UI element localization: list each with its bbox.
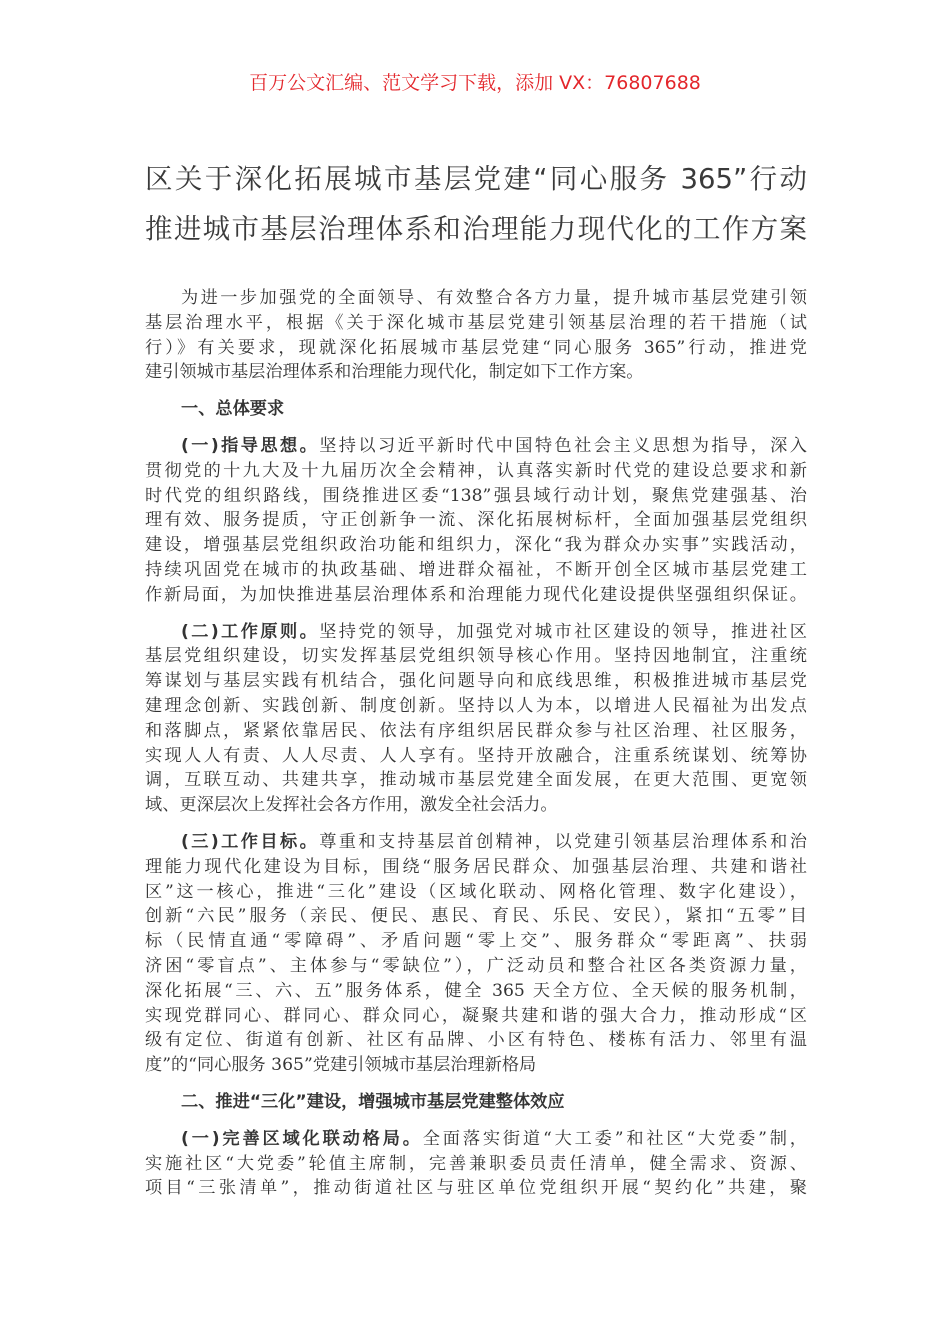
text-line: 实现党群同心、群同心、群众同心，凝聚共建和谐的强大合力，推动形成“区	[145, 1005, 807, 1026]
text-line: 标（民情直通“零障碍”、矛盾问题“零上交”、服务群众“零距离”、扶弱	[145, 931, 807, 952]
section-heading-2: 二、推进“三化”建设，增强城市基层党建整体效应	[181, 1091, 565, 1112]
section-heading-1: 一、总体要求	[181, 399, 285, 420]
text-line: 理能力现代化建设为目标，围绕“服务居民群众、加强基层治理、共建和谐社	[145, 856, 807, 877]
text-line: 调，互联互动、共建共享，推动城市基层党建全面发展，在更大范围、更宽领	[145, 770, 807, 791]
text-line	[145, 1127, 807, 1152]
paragraph-work-goals	[145, 830, 807, 1078]
paragraph-work-principles	[145, 620, 807, 818]
text-line: 建设，增强基层党组织政治功能和组织力，深化“我为群众办实事”实践活动，	[145, 535, 807, 556]
lead-phrase: (一)指导思想。	[181, 435, 320, 456]
text-line: 时代党的组织路线，围绕推进区委“138”强县域行动计划，聚焦党建强基、治	[145, 485, 807, 506]
text-line: 区”这一核心，推进“三化”建设（区域化联动、网格化管理、数字化建设），	[145, 881, 807, 902]
text-line: 域、更深层次上发挥社会各方作用，激发全社会活力。	[145, 795, 558, 816]
text-line: 基层党组织建设，切实发挥基层党组织领导核心作用。坚持因地制宜，注重统	[145, 646, 807, 667]
text-line: 实施社区“大党委”轮值主席制，完善兼职委员责任清单，健全需求、资源、	[145, 1153, 807, 1174]
watermark-banner: 百万公文汇编、范文学习下载，添加 VX：76807688	[249, 72, 701, 94]
document-body	[145, 286, 807, 1213]
doc-title-line-2: 推进城市基层治理体系和治理能力现代化的工作方案	[145, 213, 807, 245]
text-line: 建理念创新、实践创新、制度创新。坚持以人为本，以增进人民福祉为出发点	[145, 695, 807, 716]
text-line: 级有定位、街道有创新、社区有品牌、小区有特色、楼栋有活力、邻里有温	[145, 1030, 807, 1051]
paragraph-guiding-ideology	[145, 434, 807, 608]
text-line: 基层治理水平，根据《关于深化城市基层党建引领基层治理的若干措施（试	[145, 312, 807, 333]
line-text: 坚持党的领导，加强党对城市社区建设的领导，推进社区	[319, 621, 807, 642]
text-line: 济困“零盲点”、主体参与“零缺位”），广泛动员和整合社区各类资源力量，	[145, 955, 807, 976]
text-line: 作新局面，为加快推进基层治理体系和治理能力现代化建设提供坚强组织保证。	[145, 584, 807, 605]
text-line: 建引领城市基层治理体系和治理能力现代化，制定如下工作方案。	[145, 362, 644, 383]
text-line: 项目“三张清单”，推动街道社区与驻区单位党组织开展“契约化”共建，聚	[145, 1178, 807, 1199]
text-line: 贯彻党的十九大及十九届历次全会精神，认真落实新时代党的建设总要求和新	[145, 460, 807, 481]
text-line: 深化拓展“三、六、五”服务体系，健全 365 天全方位、全天候的服务机制，	[145, 980, 807, 1001]
text-line	[145, 434, 807, 459]
text-line: 持续巩固党在城市的执政基础、增进群众福祉，不断开创全区城市基层党建工	[145, 559, 807, 580]
text-line: 实现人人有责、人人尽责、人人享有。坚持开放融合，注重系统谋划、统筹协	[145, 745, 807, 766]
intro-paragraph	[145, 286, 807, 385]
text-line: 创新“六民”服务（亲民、便民、惠民、育民、乐民、安民），紧扣“五零”目	[145, 906, 807, 927]
lead-phrase: (一)完善区域化联动格局。	[181, 1128, 423, 1149]
text-line: 度”的“同心服务 365”党建引领城市基层治理新格局	[145, 1055, 537, 1076]
line-text: 尊重和支持基层首创精神，以党建引领基层治理体系和治	[319, 831, 807, 852]
text-line	[145, 620, 807, 645]
text-line: 和落脚点，紧紧依靠居民、依法有序组织居民群众参与社区治理、社区服务，	[145, 720, 807, 741]
doc-title-line-1: 区关于深化拓展城市基层党建“同心服务 365”行动	[145, 163, 807, 195]
text-line: 行）》有关要求，现就深化拓展城市基层党建“同心服务 365”行动，推进党	[145, 337, 807, 358]
paragraph-regional-linkage	[145, 1127, 807, 1201]
line-text: 全面落实街道“大工委”和社区“大党委”制，	[422, 1128, 807, 1149]
line-text: 坚持以习近平新时代中国特色社会主义思想为指导，深入	[319, 435, 807, 456]
lead-phrase: (三)工作目标。	[181, 831, 320, 852]
lead-phrase: (二)工作原则。	[181, 621, 320, 642]
text-line: 筹谋划与基层实践有机结合，强化问题导向和底线思维，积极推进城市基层党	[145, 671, 807, 692]
text-line	[145, 830, 807, 855]
text-line: 理有效、服务提质，守正创新争一流、深化拓展树标杆，全面加强基层党组织	[145, 510, 807, 531]
text-line: 为进一步加强党的全面领导、有效整合各方力量，提升城市基层党建引领	[181, 288, 807, 308]
